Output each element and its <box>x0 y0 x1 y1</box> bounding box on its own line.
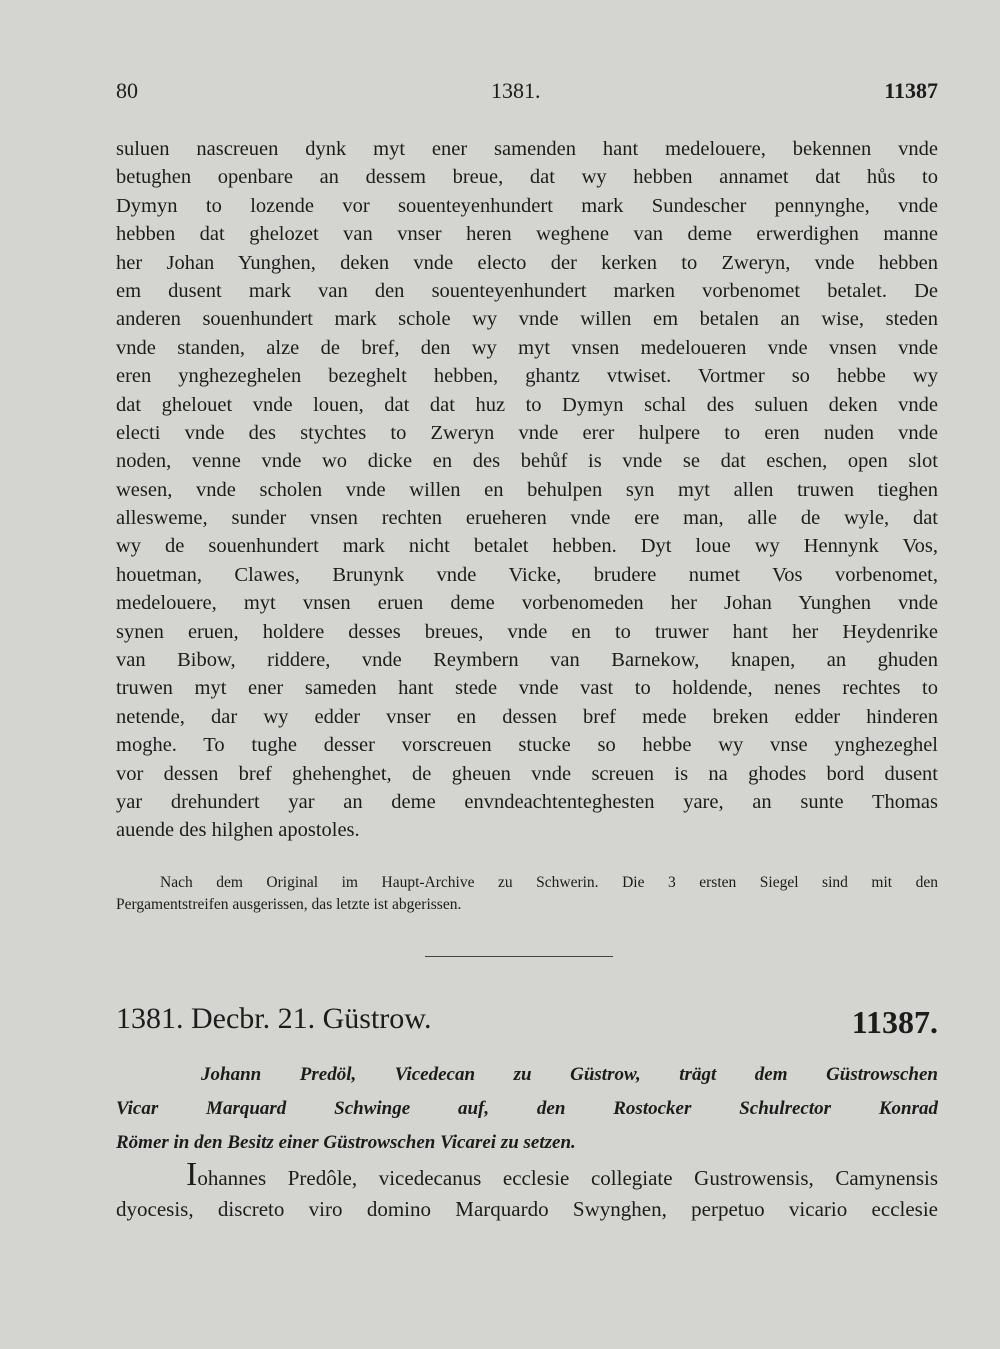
running-year: 1381. <box>491 78 541 103</box>
source-note <box>116 872 938 916</box>
text-line: vnde standen, alze de bref, den wy myt vnsen medeloueren vnde vnsen vnde <box>116 336 938 359</box>
running-document-number: 11387 <box>884 78 938 103</box>
latin-line-text: ohannes Predôle, vicedecanus ecclesie collegiate Gustrowensis, Camynensis <box>197 1166 938 1190</box>
text-line: noden, venne vnde wo dicke en des behůf is vnde se dat eschen, open slot <box>116 450 938 473</box>
entry-date-place: 1381. Decbr. 21. Güstrow. <box>116 1002 432 1035</box>
entry-number: 11387. <box>851 1004 938 1040</box>
entry-summary <box>116 1058 938 1160</box>
entry-heading <box>116 1002 938 1048</box>
text-line: netende, dar wy edder vnser en dessen bref mede breken edder hinderen <box>116 705 938 728</box>
summary-line: Vicar Marquard Schwinge auf, den Rostocker Schulrector Konrad <box>116 1098 938 1119</box>
page-number: 80 <box>116 78 138 103</box>
summary-line: Römer in den Besitz einer Güstrowschen Vicarei zu setzen. <box>116 1132 576 1153</box>
text-line: allesweme, sunder vnsen rechten erueheren vnde ere man, alle de wyle, dat <box>116 507 938 530</box>
text-line: hebben dat ghelozet van vnser heren weghene van deme erwerdighen manne <box>116 223 938 246</box>
summary-line: Johann Predöl, Vicedecan zu Güstrow, trägt dem Güstrowschen <box>201 1064 938 1085</box>
text-line: Dymyn to lozende vor souenteyenhundert mark Sundescher pennynghe, vnde <box>116 194 938 217</box>
note-line: Nach dem Original im Haupt-Archive zu Schwerin. Die 3 ersten Siegel sind mit den <box>160 874 938 891</box>
latin-line: dyocesis, discreto viro domino Marquardo Swynghen, perpetuo vicario ecclesie <box>116 1197 938 1221</box>
text-line: wesen, vnde scholen vnde willen en behulpen syn myt allen truwen tieghen <box>116 478 938 501</box>
text-line: yar drehundert yar an deme envndeachtenteghesten yare, an sunte Thomas <box>116 790 938 813</box>
text-line: electi vnde des stychtes to Zweryn vnde erer hulpere to eren nuden vnde <box>116 421 938 444</box>
text-line: vor dessen bref ghehenghet, de gheuen vnde screuen is na ghodes bord dusent <box>116 762 938 785</box>
text-line: em dusent mark van den souenteyenhundert marken vorbenomet betalet. De <box>116 279 938 302</box>
text-line: her Johan Yunghen, deken vnde electo der kerken to Zweryn, vnde hebben <box>116 251 938 274</box>
text-line: moghe. To tughe desser vorscreuen stucke so hebbe wy vnse ynghezeghel <box>116 734 938 757</box>
page-header <box>116 78 938 108</box>
text-line: suluen nascreuen dynk myt ener samenden hant medelouere, bekennen vnde <box>116 138 938 160</box>
latin-text <box>116 1158 938 1226</box>
text-line: synen eruen, holdere desses breues, vnde en to truwer hant her Heydenrike <box>116 620 938 643</box>
text-line: betughen openbare an dessem breue, dat wy hebben annamet dat hůs to <box>116 166 938 189</box>
text-line: auende des hilghen apostoles. <box>116 819 360 842</box>
text-line: wy de souenhundert mark nicht betalet hebben. Dyt loue wy Hennynk Vos, <box>116 535 938 558</box>
text-line: dat ghelouet vnde louen, dat dat huz to Dymyn schal des suluen deken vnde <box>116 393 938 416</box>
latin-line <box>116 1158 938 1192</box>
text-line: medelouere, myt vnsen eruen deme vorbenomeden her Johan Yunghen vnde <box>116 592 938 615</box>
note-line: Pergamentstreifen ausgerissen, das letzte ist abgerissen. <box>116 896 462 913</box>
text-line: anderen souenhundert mark schole wy vnde willen em betalen an wise, steden <box>116 308 938 331</box>
text-line: van Bibow, riddere, vnde Reymbern van Barnekow, knapen, an ghuden <box>116 649 938 672</box>
text-line: truwen myt ener sameden hant stede vnde vast to holdende, nenes rechtes to <box>116 677 938 700</box>
section-divider <box>425 956 613 957</box>
initial-letter: I <box>186 1158 198 1192</box>
charter-text <box>116 135 938 845</box>
text-line: houetman, Clawes, Brunynk vnde Vicke, brudere numet Vos vorbenomet, <box>116 563 938 586</box>
text-line: eren ynghezeghelen bezeghelt hebben, ghantz vtwiset. Vortmer so hebbe wy <box>116 365 938 388</box>
